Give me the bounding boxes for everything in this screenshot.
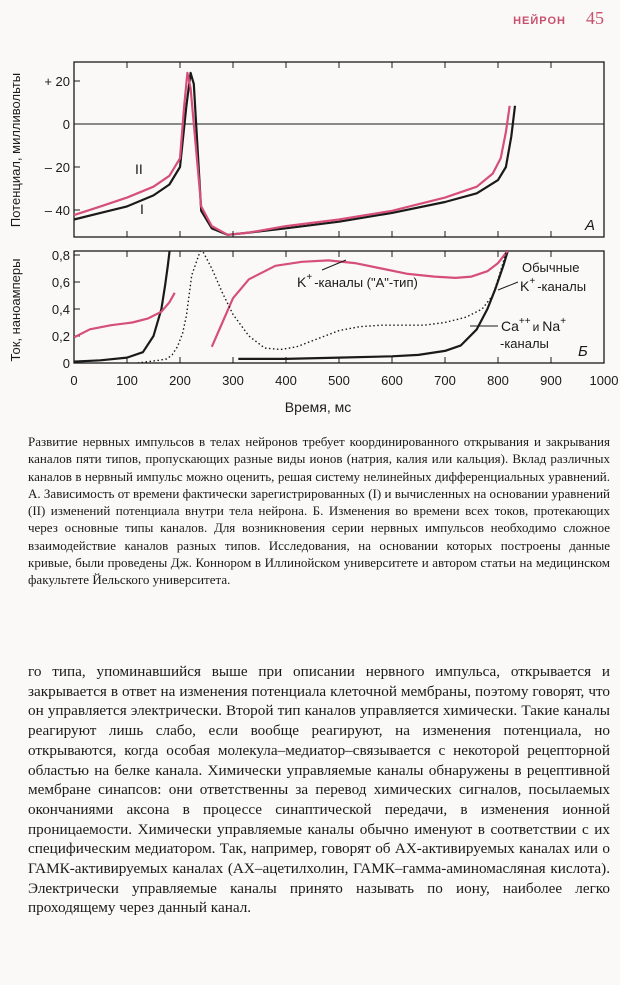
k-a-channels-label: K+ -каналы ("А"-тип) — [297, 272, 418, 290]
figure-caption: Развитие нервных импульсов в телах нейронов требует координированного открывания и закрывания каналов пяти типов, пропускающих разные виды ионов (натрия, калия или кальция). Вклад различных каналов в нервный импульс можно оценить, решая систему нелинейных дифференциальных уравнений. А. Зависимость от времени фактически зарегистрированных (I) и вычисленных на основании уравнений (II) изменений потенциала внутри тела нейрона. Б. Изменения во времени всех токов, протекающих через основные типы каналов. Для возникновения серии нервных импульсов необходимо сложное взаимодействие каналов разных типов. Исследования, на основании которых построены данные кривые, были проведены Дж. Коннором в Иллинойском университете и автором статьи на медицинском факультете Йельского университета. — [28, 434, 610, 588]
series-line-b1-seg1 — [212, 250, 509, 347]
x-tick-label: 400 — [275, 373, 297, 388]
x-tick-label: 300 — [222, 373, 244, 388]
usual-k-pointer — [498, 282, 518, 290]
x-tick-label: 500 — [328, 373, 350, 388]
page-header — [513, 8, 604, 34]
panel-a-ylabel: Потенциал, милливольты — [8, 72, 23, 228]
page-number: 45 — [586, 8, 604, 28]
panel-b-ytick-label: 0 — [62, 356, 70, 371]
x-tick-label: 0 — [70, 373, 78, 388]
panel-b-ytick-label: 0,4 — [51, 302, 70, 317]
usual-k-label-line1: Обычные — [522, 260, 580, 275]
x-tick-label: 100 — [116, 373, 138, 388]
panel-b-ylabel: Ток, наноамперы — [8, 258, 23, 362]
x-tick-label: 900 — [540, 373, 562, 388]
x-tick-label: 1000 — [589, 373, 619, 388]
panel-b-label: Б — [578, 343, 588, 360]
panel-b-ytick-label: 0,6 — [51, 275, 70, 290]
x-tick-label: 600 — [381, 373, 403, 388]
ca-na-label-line2: -каналы — [500, 336, 549, 351]
x-axis-label: Время, мс — [284, 399, 352, 415]
curve-label-ii: II — [135, 161, 143, 177]
x-tick-label: 700 — [434, 373, 456, 388]
panel-a-ytick-label: – 20 — [44, 160, 70, 175]
body-text: го типа, упоминавшийся выше при описании нервного импульса, открывается и закрывается в ответ на изменения потенциала клеточной мембраны, поэтому говорят, что он управляется электрически. Второй тип каналов управляется химически. Такие каналы реагируют лишь слабо, если вообще реагируют, на изменения потенциала, но открываются, когда особая молекула–медиатор–связывается с некоторой рецепторной областью на белке канала. Химически управляемые каналы обнаружены в рецептивной мембране синапсов: они ответственны за перевод химических сигналов, посылаемых окончаниями аксона в процессе синаптической передачи, в изменения ионной проницаемости. Химически управляемые каналы обычно именуют в соответствии с их специфическим медиатором. Так, например, говорят об АХ-активируемых каналах или о ГАМК-активируемых каналах (АХ–ацетилхолин, ГАМК–гамма-аминомасляная кислота). Электрически управляемые каналы принято называть по иону, наиболее легко проходящему через данный канал. — [28, 663, 610, 917]
panel-a-frame — [74, 62, 604, 237]
running-title: НЕЙРОН — [513, 15, 566, 27]
panel-a-label: А — [585, 217, 596, 234]
x-tick-label: 200 — [169, 373, 191, 388]
panel-a-ytick-label: + 20 — [44, 74, 70, 89]
panel-b-ytick-label: 0,8 — [51, 248, 70, 263]
series-line-b0-seg0 — [74, 248, 170, 361]
x-tick-label: 800 — [487, 373, 509, 388]
panel-a-ytick-label: 0 — [62, 117, 70, 132]
figure — [0, 50, 620, 425]
panel-a-ytick-label: – 40 — [44, 203, 70, 218]
usual-k-label-line2: K+ -каналы — [520, 276, 587, 294]
series-line-b2-seg0 — [138, 248, 506, 363]
panel-b-series — [74, 248, 509, 363]
panel-b-ytick-label: 0,2 — [51, 329, 70, 344]
ca-na-label-line1: Ca++ и Na+ — [501, 316, 567, 334]
curve-label-i: I — [140, 201, 144, 217]
